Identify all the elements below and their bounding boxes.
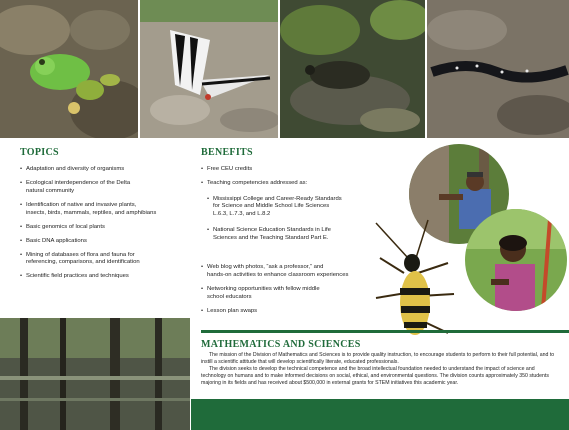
swamp-photo xyxy=(0,318,190,430)
benefits-list xyxy=(201,166,371,322)
benefit-item: • Networking opportunities with fellow middle school educators xyxy=(201,286,371,302)
math-body xyxy=(201,352,559,387)
student-net-photo xyxy=(465,209,567,311)
topic-item: • Ecological interdependence of the Delta natural community xyxy=(20,180,190,196)
benefit-item: • Free CEU credits xyxy=(201,166,371,174)
divider-bar xyxy=(201,330,569,333)
topic-item: • Identification of native and invasive plants, insects, birds, mammals, reptiles, and amphibians xyxy=(20,202,190,218)
benefit-item: • Web blog with photos, “ask a professor,” and hands-on activities to enhance classroom experiences xyxy=(201,264,371,280)
turtle-photo xyxy=(280,0,425,138)
topic-item: • Basic genomics of local plants xyxy=(20,224,190,232)
topic-item: • Adaptation and diversity of organisms xyxy=(20,166,190,174)
benefit-item-label: Teaching competencies addressed as: xyxy=(207,179,308,186)
benefits-heading: BENEFITS xyxy=(201,147,253,158)
math-paragraph: The division seeks to develop the technical competence and the broad intellectual foundation needed to understand the impact of science and technology on humans and to make informed decisions on social, ethical, and environmental questions. The division counts approximately 350 students majoring in its fields and has received about $500,000 in external grants for STEM initiatives this academic year. xyxy=(201,365,549,386)
topics-list xyxy=(20,166,190,287)
footer-bar xyxy=(191,399,569,430)
benefit-item: • Lesson plan swaps xyxy=(201,308,371,316)
math-heading: MATHEMATICS AND SCIENCES xyxy=(201,339,361,350)
topic-item: • Basic DNA applications xyxy=(20,238,190,246)
frog-photo xyxy=(0,0,138,138)
topic-item: • Mining of databases of flora and fauna for referencing, comparisons, and identification xyxy=(20,252,190,268)
benefit-sublist xyxy=(207,188,371,250)
butterfly-photo xyxy=(140,0,278,138)
benefit-subitem: • National Science Education Standards in Life Sciences and the Teaching Standard Part E. xyxy=(207,227,371,243)
benefit-item xyxy=(201,180,371,258)
topics-heading: TOPICS xyxy=(20,147,59,158)
math-paragraph: The mission of the Division of Mathematics and Sciences is to provide quality instruction, to encourage students to perform to their full potential, and to instill a scientific attitude that will develop scientifically literate, educated professionals. xyxy=(201,352,555,365)
beetle-photo xyxy=(368,218,460,343)
benefit-subitem: • Mississippi College and Career-Ready Standards for Science and Middle School Life Sciences L.6.3, L.7.3, and L.8.2 xyxy=(207,196,371,219)
salamander-photo xyxy=(427,0,569,138)
topic-item: • Scientific field practices and techniques xyxy=(20,273,190,281)
